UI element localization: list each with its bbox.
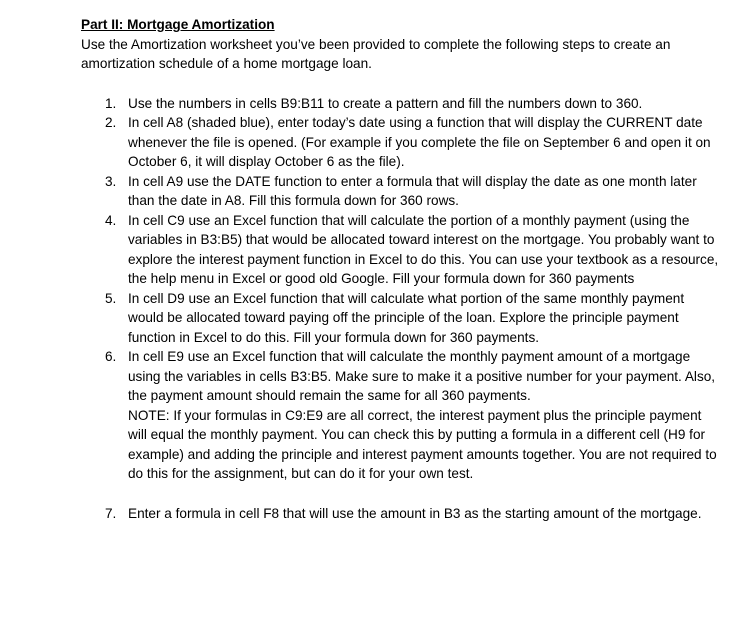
- step-text: Use the numbers in cells B9:B11 to create a pattern and fill the numbers down to 360.: [128, 95, 643, 111]
- step-text: In cell E9 use an Excel function that will calculate the monthly payment amount of a mortgage using the variables in cells B3:B5. Make sure to make it a positive number for your payment. Also, the payment amount should remain the same for all 360 payments.: [128, 349, 716, 403]
- step-number: 2.: [105, 115, 117, 130]
- list-item-step-3: [81, 172, 721, 211]
- step-number: 3.: [105, 173, 117, 189]
- step-text: In cell A8 (shaded blue), enter today’s date using a function that will display the CURRENT date whenever the file is opened. (For example if you complete the file on September 6 and open it on October 6, it will display October 6 as the file).: [128, 115, 711, 169]
- intro-paragraph: Use the Amortization worksheet you’ve been provided to complete the following steps to create an amortization schedule of a home mortgage loan.: [81, 36, 671, 71]
- section-heading: Part II: Mortgage Amortization: [81, 17, 275, 32]
- step-number: 6.: [105, 349, 117, 364]
- list-item-step-5: [81, 289, 721, 348]
- step-number: 1.: [105, 95, 117, 111]
- step-text: In cell C9 use an Excel function that will calculate the portion of a monthly payment (using the variables in B3:B5) that would be allocated toward interest on the mortgage. You probably want to explore the interest payment function in Excel to do this. You can use your textbook as a resource, the help menu in Excel or good old Google. Fill your formula down for 360 payments: [128, 212, 719, 286]
- steps-list: [81, 94, 721, 524]
- list-item-step-7: [81, 504, 721, 524]
- step-text: In cell D9 use an Excel function that will calculate what portion of the same monthly payment would be allocated toward paying off the principle of the loan. Explore the principle payment function in Excel to do this. Fill your formula down for 360 payments.: [128, 290, 685, 345]
- step-text: In cell A9 use the DATE function to enter a formula that will display the date as one month later than the date in A8. Fill this formula down for 360 rows.: [128, 173, 697, 208]
- step-number: 7.: [105, 505, 117, 521]
- list-item-step-4: [81, 211, 721, 289]
- list-item-step-6: [81, 347, 721, 484]
- document-page: [81, 15, 721, 523]
- step-text: Enter a formula in cell F8 that will use the amount in B3 as the starting amount of the mortgage.: [128, 505, 702, 521]
- step-number: 4.: [105, 212, 117, 228]
- list-item-step-1: [81, 94, 721, 114]
- step-note: NOTE: If your formulas in C9:E9 are all correct, the interest payment plus the principle payment will equal the monthly payment. You can check this by putting a formula in a different cell (H9 for example) and adding the principle and interest payment amounts together. You are not required to do this for the assignment, but can do it for your own test.: [128, 407, 717, 481]
- list-item-step-2: [81, 113, 721, 172]
- step-number: 5.: [105, 290, 117, 306]
